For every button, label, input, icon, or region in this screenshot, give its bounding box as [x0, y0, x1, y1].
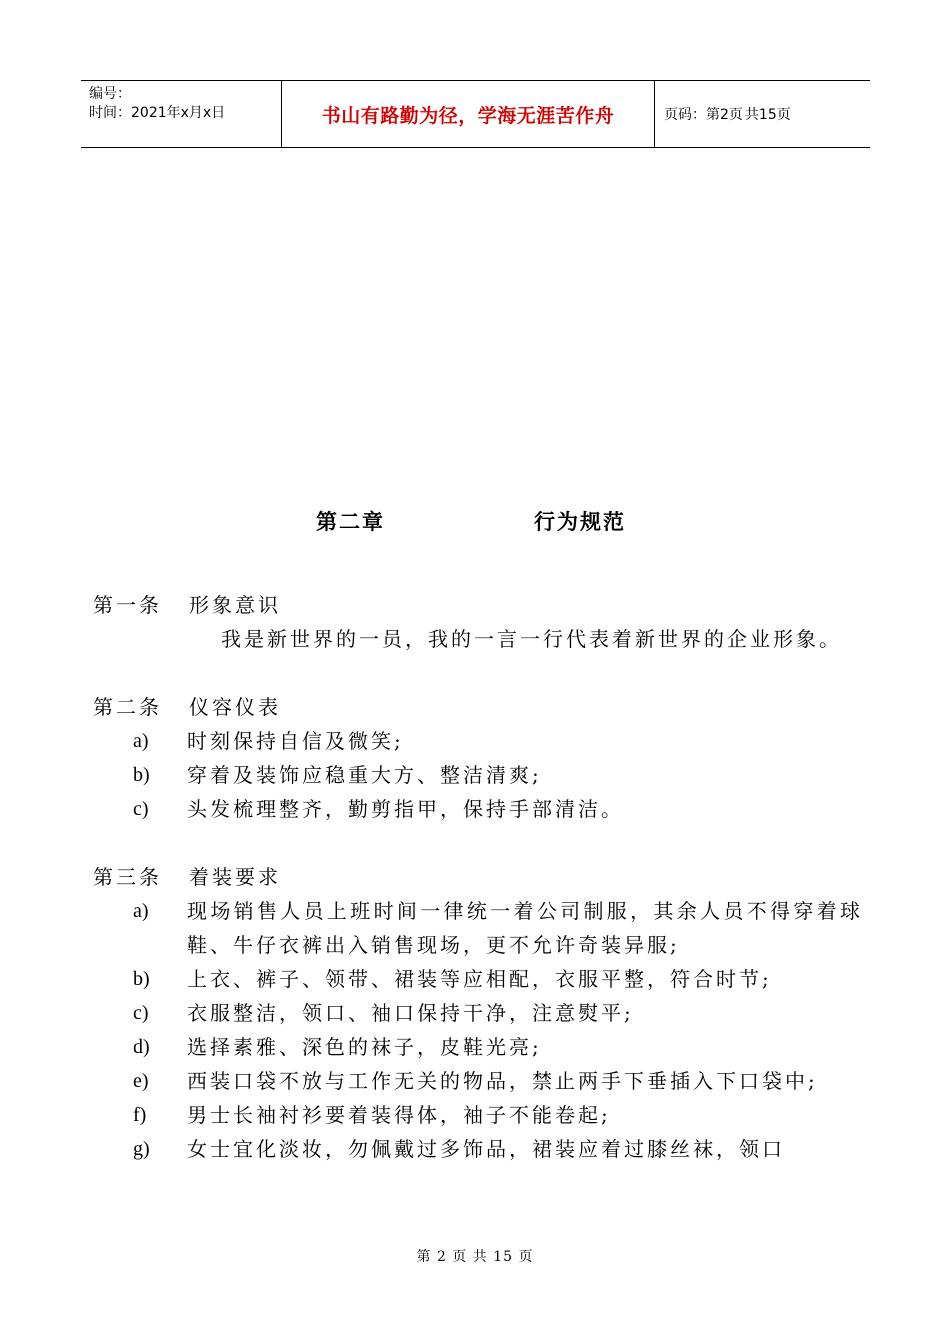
list-item: [93, 724, 863, 758]
article-number: 第二条: [93, 695, 162, 719]
header-page-info: [655, 81, 870, 147]
article-paragraph: 我是新世界的一员，我的一言一行代表着新世界的企业形象。: [221, 627, 842, 651]
list-item: [93, 758, 863, 792]
list-marker: b): [133, 764, 150, 786]
list-marker: e): [133, 1070, 149, 1092]
header-total-label: 共15页: [744, 107, 791, 123]
list-text: 时刻保持自信及微笑;: [187, 729, 404, 753]
article-heading: 仪容仪表: [189, 695, 281, 719]
list-marker: b): [133, 968, 150, 990]
serial-label: 编号：: [89, 86, 131, 102]
list-item: [93, 792, 863, 826]
chapter-title: 行为规范: [534, 509, 626, 534]
article-heading: 形象意识: [189, 593, 281, 617]
list-text: 现场销售人员上班时间一律统一着公司制服，其余人员不得穿着球鞋、牛仔衣裤出入销售现场，更不允许奇装异服;: [187, 899, 863, 957]
list-text: 选择素雅、深色的袜子，皮鞋光亮;: [187, 1035, 542, 1059]
header-motto: 书山有路勤为径，学海无涯苦作舟: [281, 81, 655, 147]
article-title: [93, 690, 863, 724]
list-text: 穿着及装饰应稳重大方、整洁清爽;: [187, 763, 542, 787]
list-item: [93, 996, 863, 1030]
list-item: [93, 1064, 863, 1098]
article-title: [93, 860, 863, 894]
article-number: 第一条: [93, 593, 162, 617]
list-item: [93, 1132, 863, 1166]
list-item: [93, 962, 863, 996]
list-marker: g): [133, 1138, 150, 1160]
article-1: [93, 588, 863, 656]
page-footer: 第 2 页 共 15 页: [416, 1249, 534, 1265]
list-text: 头发梳理整齐，勤剪指甲，保持手部清洁。: [187, 797, 624, 821]
page-header: [81, 80, 870, 148]
time-label: 时间：2021年x月x日: [89, 105, 226, 121]
list-marker: d): [133, 1036, 150, 1058]
list-marker: f): [133, 1104, 147, 1126]
article-heading: 着装要求: [189, 865, 281, 889]
header-page-label: 页码：第2页: [664, 107, 743, 123]
list-text: 上衣、裤子、领带、裙装等应相配，衣服平整，符合时节;: [187, 967, 772, 991]
list-marker: c): [133, 798, 149, 820]
list-text: 西装口袋不放与工作无关的物品，禁止两手下垂插入下口袋中;: [187, 1069, 818, 1093]
list-item: [93, 894, 863, 962]
article-title: [93, 588, 863, 622]
list-text: 男士长袖衬衫要着装得体，袖子不能卷起;: [187, 1103, 611, 1127]
header-meta: [81, 81, 281, 147]
document-body: [93, 588, 863, 1200]
list-text: 衣服整洁，领口、袖口保持干净，注意熨平;: [187, 1001, 634, 1025]
list-item: [93, 1098, 863, 1132]
list-marker: c): [133, 1002, 149, 1024]
article-3: [93, 860, 863, 1166]
chapter-number: 第二章: [316, 509, 385, 534]
list-item: [93, 1030, 863, 1064]
list-marker: a): [133, 730, 149, 752]
list-text: 女士宜化淡妆，勿佩戴过多饰品，裙装应着过膝丝袜，领口: [187, 1137, 785, 1161]
article-number: 第三条: [93, 865, 162, 889]
list-marker: a): [133, 900, 149, 922]
article-2: [93, 690, 863, 826]
